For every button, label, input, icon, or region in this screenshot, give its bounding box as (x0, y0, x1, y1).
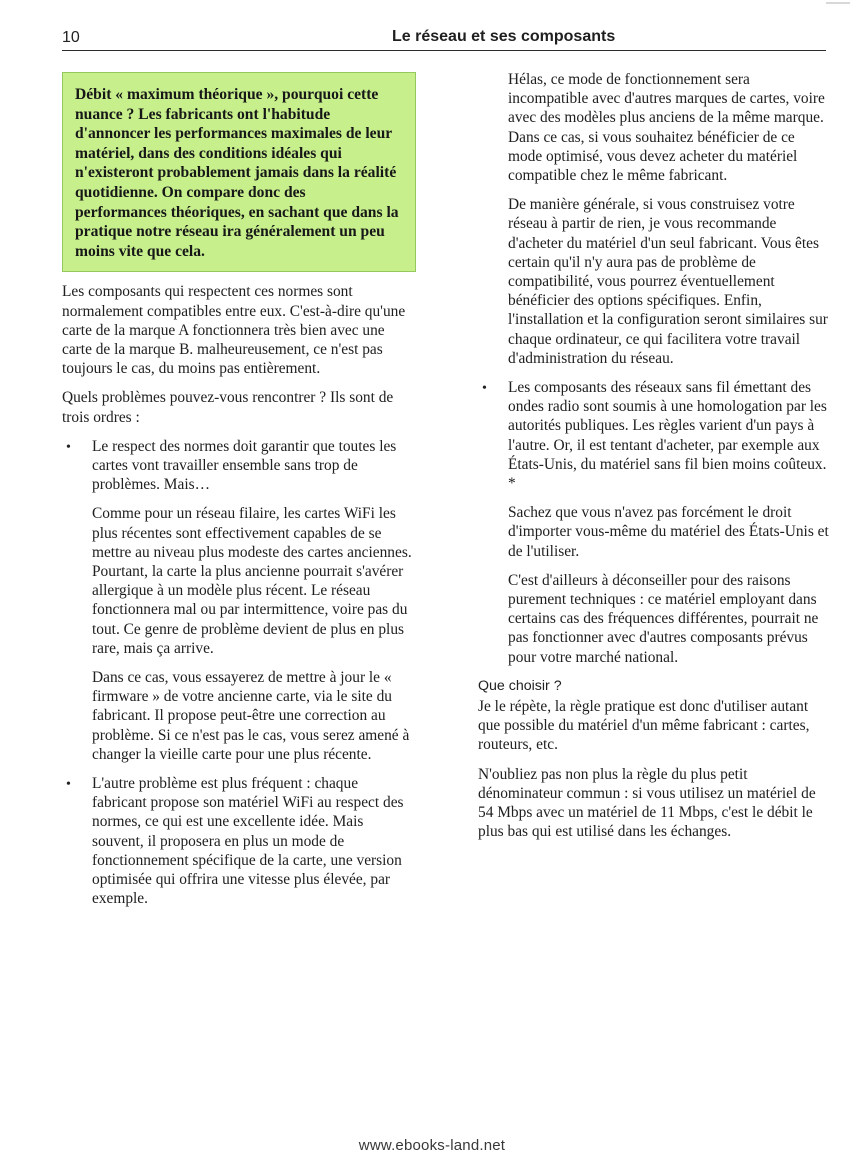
page-number: 10 (62, 29, 80, 46)
problem-item-1-paragraph-1: Le respect des normes doit garantir que toutes les cartes vont travailler ensemble sans trop de problèmes. Mais… (92, 437, 397, 494)
intro-paragraph-1: Les composants qui respectent ces normes sont normalement compatibles entre eux. C'est-à-dire qu'une carte de la marque A fonctionnera très bien avec une carte de la marque B. malheureusement, ce n'est pas toujours le cas, du moins pas entièrement. (62, 283, 406, 378)
problem-item-3-paragraph-2: Sachez que vous n'avez pas forcément le droit d'importer vous-même du matériel des États-Unis et de l'utiliser. (508, 504, 829, 560)
problem-item-1-paragraph-3: Dans ce cas, vous essayerez de mettre à jour le « firmware » de votre ancienne carte, via le site du fabricant. Il propose peut-être une correction au problème. Si ce n'est pas le cas, vous serez amené à changer la vieille carte pour une plus récente. (92, 669, 410, 763)
problem-item-1 (62, 437, 416, 764)
problem-item-3-paragraph-1: Les composants des réseaux sans fil émettant des ondes radio sont soumis à une homologation par les autorités publiques. Les règles varient d'un pays à l'autre. Or, il est tentant d'acheter, par exemple aux États-Unis, du matériel sans fil bien moins coûteux. * (508, 379, 827, 493)
problem-item-3-paragraph-3: C'est d'ailleurs à déconseiller pour des raisons purement techniques : ce matériel employant dans certains cas des fréquences différentes, pourrait ne pas fonctionner avec d'autres composants prévus pour votre marché national. (508, 571, 819, 666)
problem-item-1-paragraph-2: Comme pour un réseau filaire, les cartes WiFi les plus récentes sont effectivement capables de se mettre au niveau plus modeste des cartes anciennes. Pourtant, la carte la plus ancienne pourrait s'avérer allergique à un modèle plus récent. Le réseau fonctionnera mal ou par intermittence, voire pas du tout. Ce genre de problème devient de plus en plus rare, mais ça arrive. (92, 505, 412, 657)
top-corner-mark (826, 2, 850, 4)
bullet-mark-1: • (66, 439, 71, 455)
problem-list (62, 437, 416, 909)
bullet-mark-2: • (66, 777, 71, 793)
problem-item-2 (62, 774, 416, 908)
continued-paragraph-2: De manière générale, si vous construisez votre réseau à partir de rien, je vous recommande d'acheter du matériel d'un seul fabricant. Vous êtes certain qu'il n'y aura pas de problème de compatibilité, vous pourrez éventuellement bénéficier des options spécifiques. Enfin, l'installation et la configuration seront similaires sur chaque ordinateur, ce qui facilitera votre travail d'administration du réseau. (508, 196, 828, 367)
right-problem-list (478, 378, 830, 667)
problem-item-3 (478, 378, 830, 667)
right-column (478, 70, 830, 851)
chapter-title: Le réseau et ses composants (392, 28, 616, 45)
continued-bullet-text (478, 70, 830, 368)
highlight-callout (62, 72, 416, 272)
page-header (62, 28, 826, 51)
section-paragraph-2: N'oubliez pas non plus la règle du plus petit dénominateur commun : si vous utilisez un matériel de 54 Mbps avec un matériel de 11 Mbps, c'est le débit le plus bas qui est utilisé dans les échanges. (478, 765, 816, 841)
section-paragraph-1: Je le répète, la règle pratique est donc d'utiliser autant que possible du matériel d'un même fabricant : cartes, routeurs, etc. (478, 697, 810, 754)
problem-item-2-paragraph-1: L'autre problème est plus fréquent : chaque fabricant propose son matériel WiFi au respect des normes, ce qui est une excellente idée. Mais souvent, il proposera en plus un mode de fonctionnement spécifique de la carte, une version optimisée qui offrira une vitesse plus élevée, par exemple. (92, 775, 404, 908)
callout-text: Débit « maximum théorique », pourquoi cette nuance ? Les fabricants ont l'habitude d'annoncer les performances maximales de leur matériel, dans des conditions idéales qui n'existeront probablement jamais dans la réalité quotidienne. On compare donc des performances théoriques, en sachant que dans la pratique notre réseau ira généralement un peu moins vite que cela. (75, 86, 399, 260)
footer-watermark: www.ebooks-land.net (358, 1137, 506, 1154)
bullet-mark-3: • (482, 381, 487, 397)
left-column (62, 72, 416, 918)
section-heading: Que choisir ? (478, 677, 562, 694)
intro-paragraph-2: Quels problèmes pouvez-vous rencontrer ? Ils sont de trois ordres : (62, 389, 394, 426)
continued-paragraph-1: Hélas, ce mode de fonctionnement sera incompatible avec d'autres marques de cartes, voire avec des modèles plus anciens de la même marque. Dans ce cas, si vous souhaitez bénéficier de ce mode optimisé, vous devez acheter du matériel compatible chez le même fabricant. (508, 71, 825, 185)
